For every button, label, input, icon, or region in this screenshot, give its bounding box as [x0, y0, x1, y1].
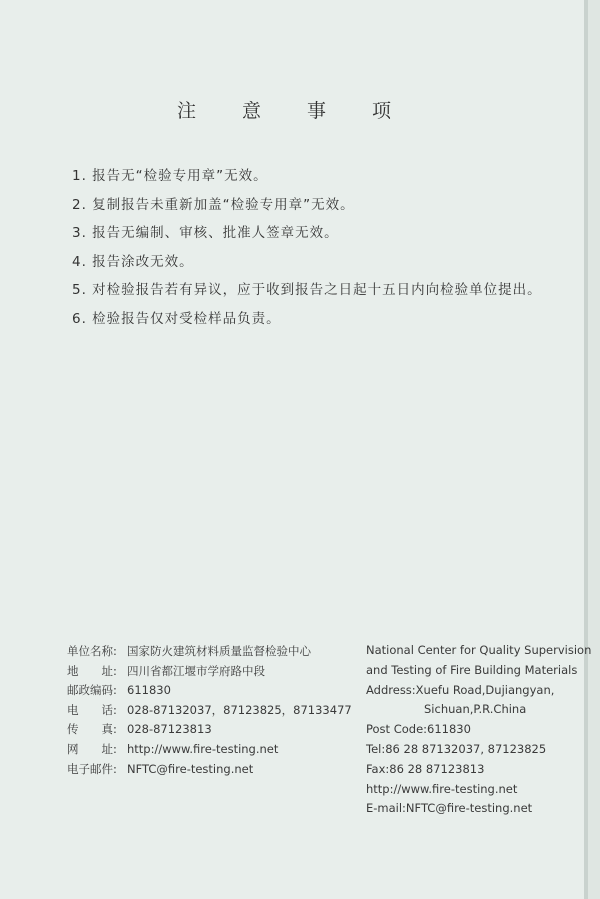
contact-row-address — [67, 662, 352, 682]
contact-label: 传 真: — [67, 722, 117, 737]
notice-item: 4. 报告涂改无效。 — [72, 253, 194, 270]
address-line1: Address:Xuefu Road,Dujiangyan, — [366, 682, 555, 697]
address-line2: Sichuan,P.R.China — [424, 702, 527, 717]
contact-row-phone — [67, 701, 352, 721]
chinese-contact-block — [67, 642, 352, 779]
contact-value: 028-87123813 — [127, 722, 212, 737]
contact-value: NFTC@fire-testing.net — [127, 761, 254, 776]
contact-value: http://www.fire-testing.net — [127, 741, 279, 756]
notice-item: 3. 报告无编制、审核、批准人签章无效。 — [72, 225, 339, 241]
telephone: Tel:86 28 87132037, 87123825 — [366, 741, 547, 756]
contact-value: 四川省都江堰市学府路中段 — [127, 663, 265, 678]
contact-label: 电子邮件: — [67, 761, 117, 776]
contact-label: 地 址: — [67, 663, 117, 678]
contact-label: 单位名称: — [67, 644, 117, 658]
fax: Fax:86 28 87123813 — [366, 761, 485, 776]
contact-row-website — [67, 740, 352, 760]
contact-row-email — [67, 760, 352, 780]
contact-label: 邮政编码: — [67, 683, 117, 698]
contact-row-org — [67, 642, 352, 662]
email: E-mail:NFTC@fire-testing.net — [366, 801, 533, 816]
contact-label: 网 址: — [67, 741, 117, 756]
contact-value: 国家防火建筑材料质量监督检验中心 — [127, 644, 311, 658]
notice-item: 1. 报告无“检验专用章”无效。 — [72, 168, 268, 184]
org-name-line2: and Testing of Fire Building Materials — [366, 662, 578, 677]
notice-item: 5. 对检验报告若有异议，应于收到报告之日起十五日内向检验单位提出。 — [72, 282, 542, 298]
contact-value: 028-87132037，87123825，87133477 — [127, 702, 352, 717]
org-name-line1: National Center for Quality Supervision — [366, 643, 592, 657]
contact-value: 611830 — [127, 683, 171, 698]
contact-row-fax — [67, 720, 352, 740]
contact-row-postcode — [67, 681, 352, 701]
notice-list — [72, 162, 542, 333]
notice-item: 6. 检验报告仅对受检样品负责。 — [72, 310, 281, 327]
page-title: 注 意 事 项 — [176, 100, 412, 122]
notice-item: 2. 复制报告未重新加盖“检验专用章”无效。 — [72, 196, 355, 213]
post-code: Post Code:611830 — [366, 722, 471, 737]
english-contact-block — [366, 641, 591, 819]
website: http://www.fire-testing.net — [366, 781, 518, 796]
contact-label: 电 话: — [67, 702, 117, 717]
